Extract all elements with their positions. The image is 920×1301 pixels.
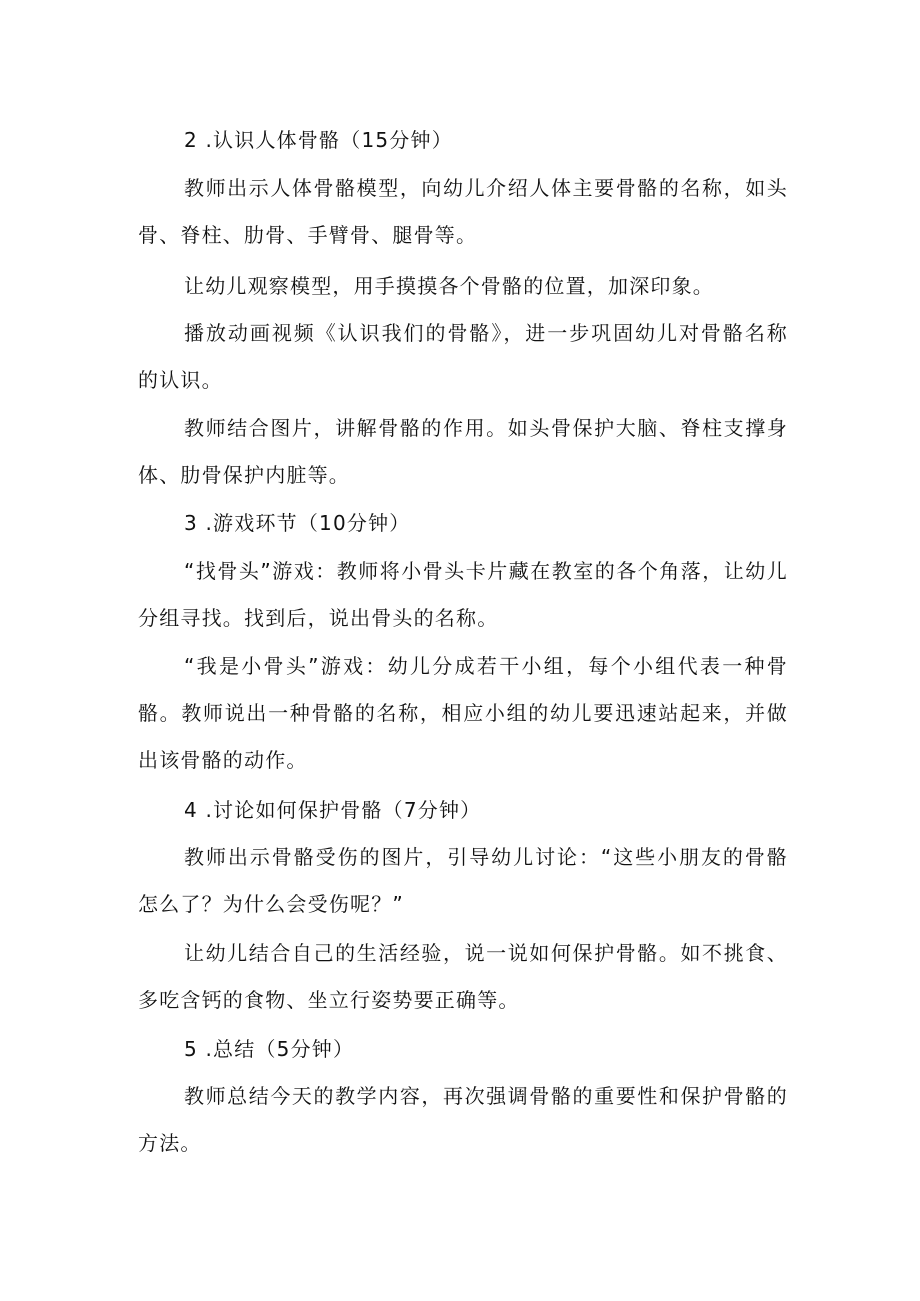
- paragraph-summary: 教师总结今天的教学内容，再次强调骨骼的重要性和保护骨骼的方法。: [138, 1084, 788, 1155]
- paragraph-protect-bones: 让幼儿结合自己的生活经验，说一说如何保护骨骼。如不挑食、多吃含钙的食物、坐立行姿势要正确等。: [138, 941, 788, 1012]
- paragraph-find-bones-game: “找骨头”游戏：教师将小骨头卡片藏在教室的各个角落，让幼儿分组寻找。找到后，说出骨头的名称。: [138, 559, 788, 630]
- paragraph-skeleton-model: 教师出示人体骨骼模型，向幼儿介绍人体主要骨骼的名称，如头骨、脊柱、肋骨、手臂骨、腿骨等。: [138, 176, 788, 247]
- section-heading-3: 3 .游戏环节（10分钟）: [184, 511, 411, 535]
- section-heading-2: 2 .认识人体骨骼（15分钟）: [184, 128, 453, 152]
- paragraph-little-bone-game: “我是小骨头”游戏：幼儿分成若干小组，每个小组代表一种骨骼。教师说出一种骨骼的名称，相应小组的幼儿要迅速站起来，并做出该骨骼的动作。: [138, 654, 788, 772]
- paragraph-animation-video: 播放动画视频《认识我们的骨骼》，进一步巩固幼儿对骨骼名称的认识。: [138, 321, 788, 392]
- paragraph-bone-function: 教师结合图片，讲解骨骼的作用。如头骨保护大脑、脊柱支撑身体、肋骨保护内脏等。: [138, 416, 788, 487]
- section-heading-4: 4 .讨论如何保护骨骼（7分钟）: [184, 798, 482, 822]
- paragraph-observe-model: 让幼儿观察模型，用手摸摸各个骨骼的位置，加深印象。: [184, 274, 714, 298]
- section-heading-5: 5 .总结（5分钟）: [184, 1037, 355, 1061]
- paragraph-injury-discussion: 教师出示骨骼受伤的图片，引导幼儿讨论：“这些小朋友的骨骼怎么了？为什么会受伤呢？”: [138, 845, 788, 916]
